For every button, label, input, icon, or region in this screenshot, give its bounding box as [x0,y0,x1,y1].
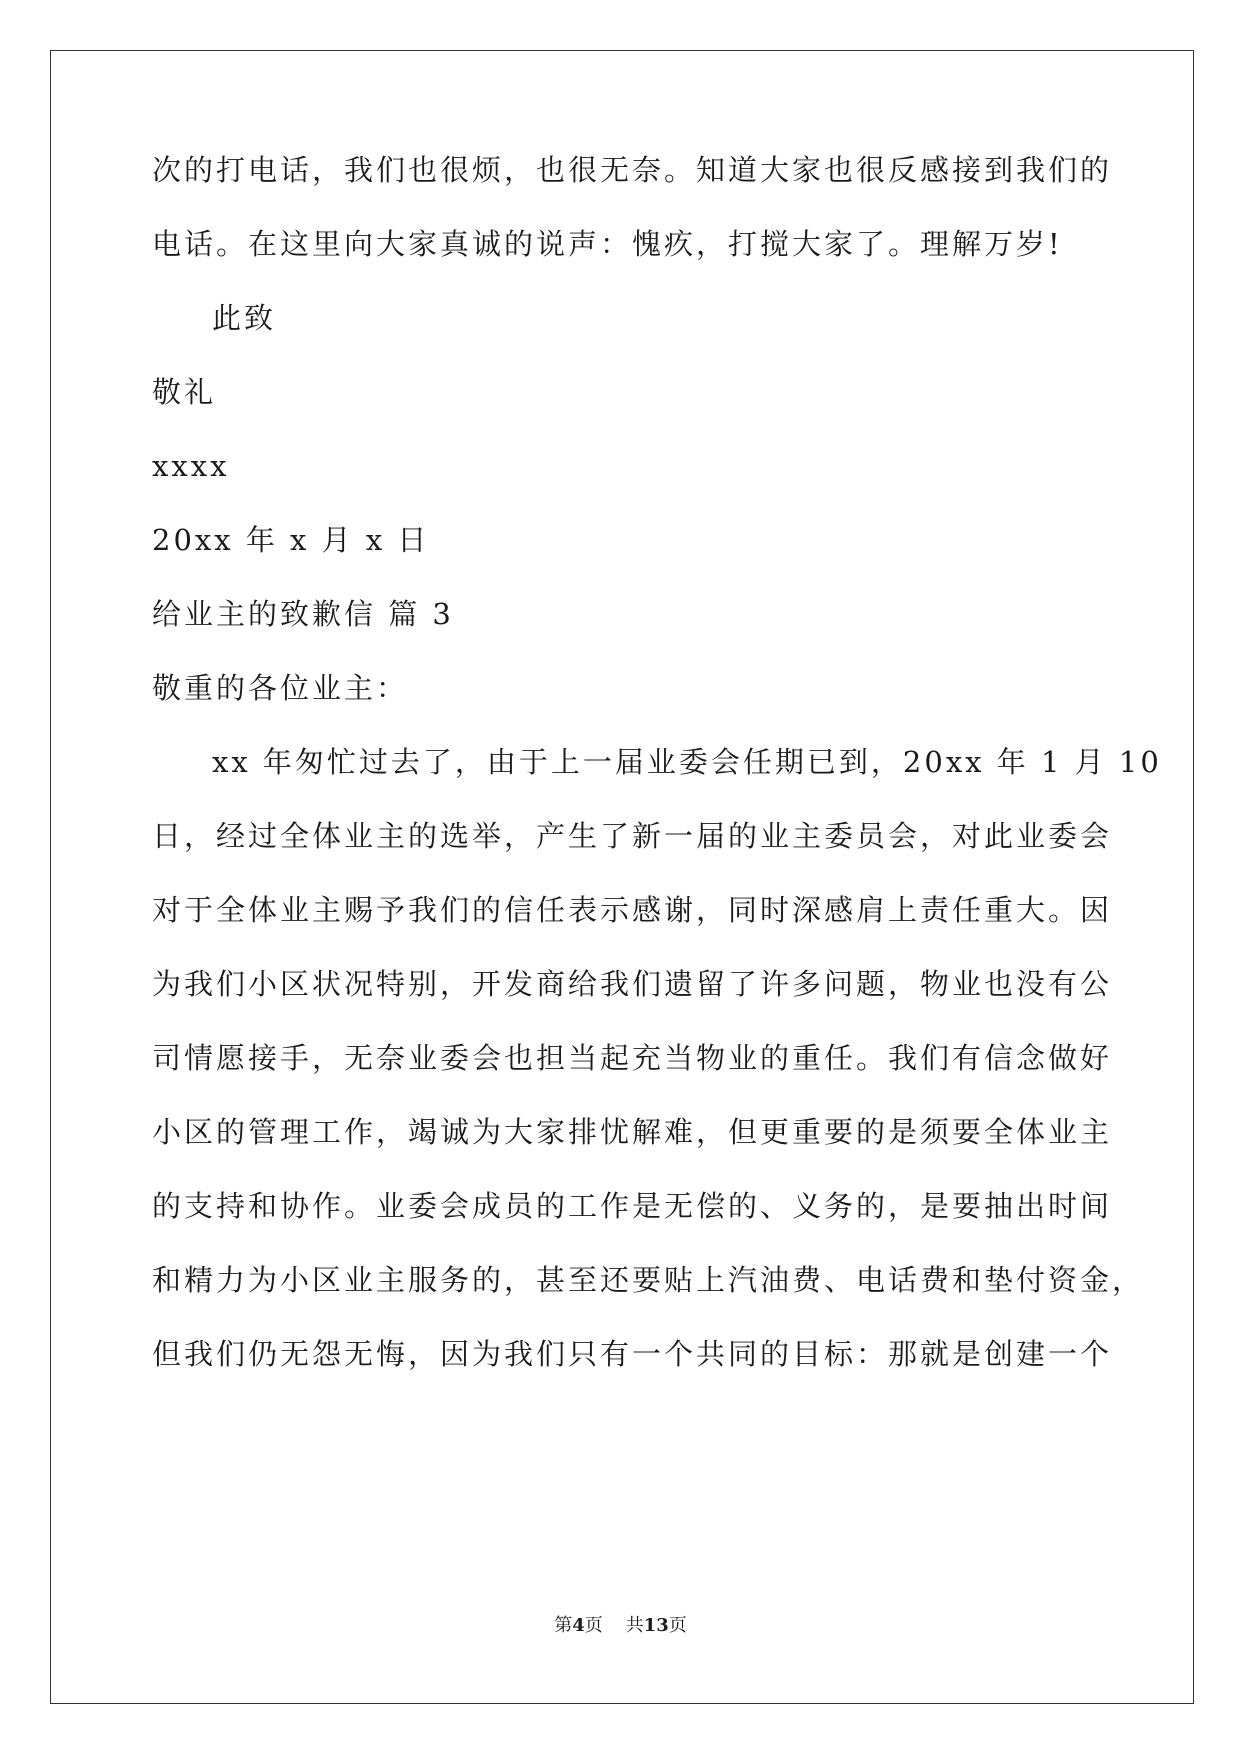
greeting: 敬重的各位业主： [152,671,409,705]
page-footer [0,1614,1241,1638]
signature: xxxx [152,449,230,483]
footer-page-suffix: 页 [584,1615,603,1636]
footer-total-suffix: 页 [668,1615,687,1636]
text-line: 小区的管理工作，竭诚为大家排忧解难，但更重要的是须要全体业主 [152,1115,1113,1149]
text-line: 司情愿接手，无奈业委会也担当起充当物业的重任。我们有信念做好 [152,1041,1113,1075]
footer-total-prefix: 共 [625,1615,644,1636]
text-line: 对于全体业主赐予我们的信任表示感谢，同时深感肩上责任重大。因 [152,893,1113,927]
current-page-number: 4 [572,1615,585,1636]
text-line: 为我们小区状况特别，开发商给我们遗留了许多问题，物业也没有公 [152,967,1113,1001]
text-line: 但我们仍无怨无悔，因为我们只有一个共同的目标：那就是创建一个 [152,1337,1113,1371]
text-line: 的支持和协作。业委会成员的工作是无偿的、义务的，是要抽出时间 [152,1189,1113,1223]
text-line: 日，经过全体业主的选举，产生了新一届的业主委员会，对此业委会 [152,819,1113,853]
text-line: 次的打电话，我们也很烦，也很无奈。知道大家也很反感接到我们的 [152,153,1113,187]
closing-salutation: 此致 [212,301,277,335]
text-line: 电话。在这里向大家真诚的说声：愧疚，打搅大家了。理解万岁! [152,227,1063,261]
closing-regards: 敬礼 [152,375,217,409]
section-title: 给业主的致歉信 篇 3 [152,597,454,631]
footer-prefix: 第 [554,1615,573,1636]
total-page-count: 13 [643,1615,669,1636]
text-line: xx 年匆忙过去了，由于上一届业委会任期已到，20xx 年 1 月 10 [212,745,1162,779]
text-line: 和精力为小区业主服务的，甚至还要贴上汽油费、电话费和垫付资金， [152,1263,1145,1297]
date: 20xx 年 x 月 x 日 [152,523,430,557]
